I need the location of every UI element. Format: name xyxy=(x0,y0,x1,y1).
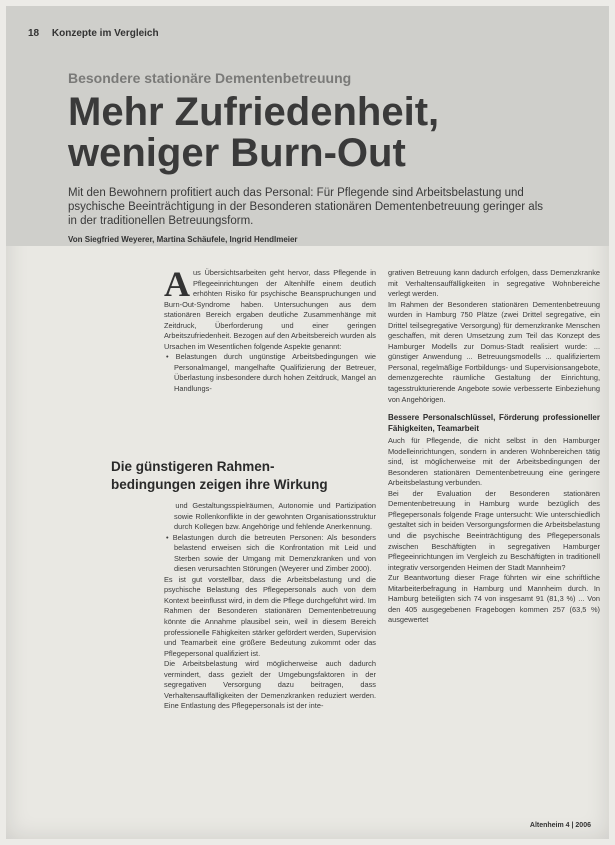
column-subheading: Bessere Personalschlüssel, Förderung professioneller Fähigkeiten, Teamarbeit xyxy=(388,413,600,433)
paragraph: grativen Betreuung kann dadurch erfolgen, dass Demenzkranke mit Verhaltensauffälligkeiten in segregative Wohnbereiche verlegt werden. xyxy=(388,268,600,299)
paragraph: Bei der Evaluation der Besonderen stationären Dementenbetreuung in Hamburg wurde bezüglich des Pflegepersonals folgende Frage untersucht: Wie unterschiedlich gestaltet sich in beiden Versorgungsformen die Arbeitsbelastung und die psychische Beeinträchtigung des Pflegepersonals zwischen Beschäftigten in segregativen Hamburger Pflegeeinrichtungen im Vergleich zu Beschäftigten in traditionell integrativ versorgenden Heimen der Stadt Mannheim? xyxy=(388,488,600,572)
title-line-2: weniger Burn-Out xyxy=(68,131,406,175)
bullet-item: • Belastungen durch ungünstige Arbeitsbedingungen wie Personalmangel, mangelhafte Qualifizierung der Betreuer, Überlastung insbesondere durch hohen Zeitdruck, Mangel an Handlungs- xyxy=(166,352,376,394)
title-line-1: Mehr Zufriedenheit, xyxy=(68,90,440,134)
magazine-page xyxy=(6,6,609,839)
running-header xyxy=(28,28,159,39)
column-2 xyxy=(388,268,600,626)
bullet-item: • Belastungen durch die betreuten Personen: Als besonders belastend erweisen sich die Konfrontation mit Leid und Sterben sowie der Umgang mit Demenzkranken und von diesen verursachten Störungen (Weyerer und Zimber 2000). xyxy=(166,532,376,574)
bullet-continuation: und Gestaltungsspielräumen, Autonomie und Partizipation sowie Rollenkonflikte in der gewohnten Organisationsstruktur durch Kollegen bzw. Angehörige und fehlende Anerkennung. xyxy=(174,501,376,532)
paragraph: Aus Übersichtsarbeiten geht hervor, dass Pflegende in Pflegeeinrichtungen der Altenhilfe einem deutlich erhöhten Risiko für psychische Beanspruchungen und Burn-Out-Syndrome haben. Untersuchungen aus dem stationären Bereich ergaben deutliche Zusammenhänge mit Zeitdruck, Überforderung und einer geringen Arbeitszufriedenheit. Bezogen auf den Arbeitsbereich wurden als Ursachen im Wesentlichen folgende Aspekte genannt: xyxy=(164,264,376,351)
page-footer: Altenheim 4 | 2006 xyxy=(529,822,591,829)
drop-cap: A xyxy=(164,264,190,304)
column-1-bottom xyxy=(164,501,376,712)
article-header xyxy=(6,6,609,246)
article-title xyxy=(68,92,568,174)
column-1-top xyxy=(164,264,376,395)
article-kicker: Besondere stationäre Dementenbetreuung xyxy=(68,70,352,86)
paragraph: Zur Beantwortung dieser Frage führten wir eine schriftliche Mitarbeiterbefragung in Hamburg und Mannheim durch. In Hamburg beteiligten sich 74 von insgesamt 91 (81,3 %) ... Von den 405 ausgegebenen Fragebogen kommen 257 (63,5 %) ausgewertet xyxy=(388,573,600,625)
article-lead: Mit den Bewohnern profitiert auch das Personal: Für Pflegende sind Arbeitsbelastung und psychische Beeinträchtigung in der Besonderen stationären Dementenbetreuung geringer als in der traditionellen Betreuungsform. xyxy=(68,187,543,227)
paragraph: Im Rahmen der Besonderen stationären Dementenbetreuung wurden in Hamburg 750 Plätze (zwei Drittel segregative, ein Drittel teilsegregative Versorgung) für demenzkranke Menschen geschaffen, mit deren Umsetzung zum Teil das Konzept des Hamburger Modells zur Domus-Stadt realisiert wurde: ... günstiger Anwendung ... Betreuungsmodells ... qualifiziertem Personal, regelmäßige Fortbildungs- und Supervisionsangebote, demenzgerechte räumliche Gestaltung der Einrichtung, tagesstrukturierende Angebote sowie verbesserte Einbeziehung von Angehörigen. xyxy=(388,299,600,404)
paragraph: Auch für Pflegende, die nicht selbst in den Hamburger Modelleinrichtungen, sondern in anderen Wohnbereichen tätig sind, ist möglicherweise mit der Arbeitsbedingungen der Besonderen stationären Dementenbetreuung eine geringere Arbeitsbelastung verbunden. xyxy=(388,436,600,488)
page-number: 18 xyxy=(28,28,40,39)
byline: Von Siegfried Weyerer, Martina Schäufele, Ingrid Hendlmeier xyxy=(68,235,298,244)
section-subheading: Die günstigeren Rahmen- bedingungen zeigen ihre Wirkung xyxy=(111,459,328,492)
section-name: Konzepte im Vergleich xyxy=(51,28,159,39)
paragraph: Es ist gut vorstellbar, dass die Arbeitsbelastung und die psychische Belastung des Pflegepersonals auch von dem Kontext beeinflusst wird, in dem die Pflege durchgeführt wird. Im Rahmen der Besonderen stationären Dementenbetreuung könnte die Annahme plausibel sein, weil in diesem Bereich professionelle Fähigkeiten stärker gefördert werden, Supervision und Teamarbeit eine größere Bedeutung zukommt oder das Pflegepersonal qualifiziert ist. xyxy=(164,574,376,658)
paragraph: Die Arbeitsbelastung wird möglicherweise auch dadurch vermindert, dass gezielt der Umgebungsfaktoren in der segregativen Versorgung dazu beitragen, dass Verhaltensauffälligkeiten der Demenzkranken reduziert werden. Eine Entlastung des Pflegepersonals ist der inte- xyxy=(164,659,376,711)
